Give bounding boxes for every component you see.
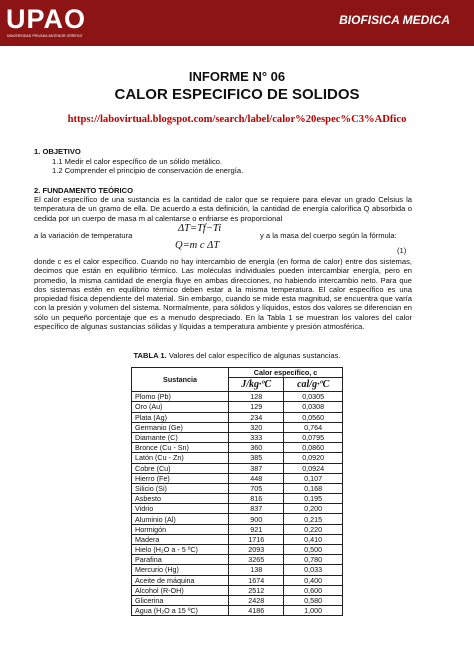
j-kg-cell: 128 bbox=[229, 392, 284, 402]
substance-cell: Hielo (H₂O a - 5 ºC) bbox=[132, 545, 229, 555]
j-kg-cell: 360 bbox=[229, 443, 284, 453]
table-row bbox=[132, 412, 343, 422]
report-title: CALOR ESPECIFICO DE SOLIDOS bbox=[114, 86, 360, 103]
j-kg-cell: 1716 bbox=[229, 534, 284, 544]
j-kg-cell: 2428 bbox=[229, 595, 284, 605]
table-row bbox=[132, 575, 343, 585]
cal-g-cell: 0,500 bbox=[284, 545, 343, 555]
cal-g-cell: 0,0924 bbox=[284, 463, 343, 473]
specific-heat-table bbox=[131, 367, 343, 616]
cal-g-cell: 0,600 bbox=[284, 585, 343, 595]
j-kg-cell: 3265 bbox=[229, 555, 284, 565]
formula-number: (1) bbox=[397, 246, 407, 255]
objective-item-1: 1.1 Medir el calor específico de un sólido metálico. bbox=[52, 157, 223, 166]
substance-cell: Asbesto bbox=[132, 494, 229, 504]
table-row bbox=[132, 565, 343, 575]
cal-g-cell: 0,580 bbox=[284, 595, 343, 605]
substance-cell: Aceite de máquina bbox=[132, 575, 229, 585]
table-caption-text: Valores del calor específico de algunas sustancias. bbox=[166, 351, 341, 360]
substance-header: Sustancia bbox=[132, 368, 229, 392]
j-kg-cell: 2512 bbox=[229, 585, 284, 595]
substance-cell: Oro (Au) bbox=[132, 402, 229, 412]
substance-cell: Madera bbox=[132, 534, 229, 544]
page-header bbox=[0, 0, 474, 46]
table-row bbox=[132, 514, 343, 524]
table-row bbox=[132, 392, 343, 402]
table-row bbox=[132, 443, 343, 453]
objective-heading: 1. OBJETIVO bbox=[34, 147, 81, 156]
cal-g-cell: 0,764 bbox=[284, 422, 343, 432]
table-caption-label: TABLA 1. bbox=[133, 351, 167, 360]
substance-cell: Alcohol (R-OH) bbox=[132, 585, 229, 595]
j-kg-cell: 234 bbox=[229, 412, 284, 422]
cal-g-cell: 0,0795 bbox=[284, 432, 343, 442]
j-kg-cell: 816 bbox=[229, 494, 284, 504]
cal-g-cell: 0,220 bbox=[284, 524, 343, 534]
j-kg-cell: 705 bbox=[229, 483, 284, 493]
unit-j-kg-header: J/kg·ºC bbox=[229, 378, 284, 392]
theory-heading: 2. FUNDAMENTO TEÓRICO bbox=[34, 186, 134, 195]
cal-g-cell: 0,0860 bbox=[284, 443, 343, 453]
substance-cell: Mercurio (Hg) bbox=[132, 565, 229, 575]
j-kg-cell: 385 bbox=[229, 453, 284, 463]
substance-cell: Silicio (Si) bbox=[132, 483, 229, 493]
substance-cell: Plomo (Pb) bbox=[132, 392, 229, 402]
logo-subtext: UNIVERSIDAD PRIVADA ANTENOR ORREGO bbox=[7, 34, 83, 38]
heat-formula: Q=m c ΔT bbox=[175, 240, 220, 251]
cal-g-cell: 0,0305 bbox=[284, 392, 343, 402]
table-row bbox=[132, 453, 343, 463]
cal-g-cell: 0,107 bbox=[284, 473, 343, 483]
table-row bbox=[132, 524, 343, 534]
j-kg-cell: 333 bbox=[229, 432, 284, 442]
substance-cell: Plata (Ag) bbox=[132, 412, 229, 422]
unit-cal-g-header: cal/g·ºC bbox=[284, 378, 343, 392]
table-row bbox=[132, 606, 343, 616]
table-body bbox=[132, 392, 343, 616]
theory-paragraph-2: donde c es el calor específico. Cuando no hay intercambio de energía (en forma de calor) entre dos sistemas, decimos que están en equilibrio térmico. Las moléculas individuales pueden intercambiar energía, pero en promedio, la misma cantidad de energía fluye en ambas direcciones, no habiendo intercambio neto. Para que dos sistemas estén en equilibrio térmico deben estar a la misma temperatura. El calor específico es una propiedad física dependiente del material. Sin embargo, cuando se mide esta magnitud, se encuentra que varía con la presión y volumen del sistema. Normalmente, para sólidos y líquidos, estos dos valores se diferencian en sólo un pequeño porcentaje que es a menudo despreciado. En la Tabla 1 se muestran los valores del calor específico de algunas sustancias sólidas y líquidas a temperatura ambiente y presión atmosférica. bbox=[34, 257, 412, 332]
table-row bbox=[132, 494, 343, 504]
substance-cell: Hierro (Fe) bbox=[132, 473, 229, 483]
cal-g-cell: 1,000 bbox=[284, 606, 343, 616]
table-row bbox=[132, 595, 343, 605]
substance-cell: Vidrio bbox=[132, 504, 229, 514]
cal-g-cell: 0,0920 bbox=[284, 453, 343, 463]
substance-cell: Bronce (Cu - Sn) bbox=[132, 443, 229, 453]
course-title: BIOFISICA MEDICA bbox=[339, 13, 450, 27]
j-kg-cell: 921 bbox=[229, 524, 284, 534]
objective-item-2: 1.2 Comprender el principio de conservación de energía. bbox=[52, 166, 244, 175]
variation-text: a la variación de temperatura bbox=[34, 231, 133, 240]
cal-g-cell: 0,400 bbox=[284, 575, 343, 585]
university-logo bbox=[6, 5, 102, 41]
substance-cell: Diamante (C) bbox=[132, 432, 229, 442]
table-row bbox=[132, 473, 343, 483]
table-row bbox=[132, 545, 343, 555]
cal-g-cell: 0,215 bbox=[284, 514, 343, 524]
j-kg-cell: 320 bbox=[229, 422, 284, 432]
substance-cell: Aluminio (Al) bbox=[132, 514, 229, 524]
table-row bbox=[132, 504, 343, 514]
table-row bbox=[132, 422, 343, 432]
cal-g-cell: 0,200 bbox=[284, 504, 343, 514]
table-row bbox=[132, 585, 343, 595]
j-kg-cell: 138 bbox=[229, 565, 284, 575]
table-row bbox=[132, 432, 343, 442]
j-kg-cell: 2093 bbox=[229, 545, 284, 555]
report-number: INFORME N° 06 bbox=[188, 69, 286, 84]
cal-g-cell: 0,410 bbox=[284, 534, 343, 544]
cal-g-cell: 0,195 bbox=[284, 494, 343, 504]
reference-link[interactable]: https://labovirtual.blogspot.com/search/label/calor%20espec%C3%ADfico bbox=[67, 114, 407, 125]
delta-t-equation: ΔT=Tf−Ti bbox=[178, 223, 222, 234]
theory-paragraph-1: El calor específico de una sustancia es la cantidad de calor que se requiere para elevar un grado Celsius la temperatura de un gramo de ella. De acuerdo a esta definición, la cantidad de energía calorífica Q absorbida o cedida por un cuerpo de masa m al calentarse o enfriarse es proporcional bbox=[34, 195, 412, 223]
j-kg-cell: 4186 bbox=[229, 606, 284, 616]
cal-g-cell: 0,168 bbox=[284, 483, 343, 493]
table-row bbox=[132, 483, 343, 493]
substance-cell: Parafina bbox=[132, 555, 229, 565]
substance-cell: Glicerina bbox=[132, 595, 229, 605]
j-kg-cell: 1674 bbox=[229, 575, 284, 585]
cal-g-cell: 0,0560 bbox=[284, 412, 343, 422]
table-row bbox=[132, 463, 343, 473]
j-kg-cell: 837 bbox=[229, 504, 284, 514]
substance-cell: Cobre (Cu) bbox=[132, 463, 229, 473]
j-kg-cell: 129 bbox=[229, 402, 284, 412]
substance-cell: Hormigón bbox=[132, 524, 229, 534]
substance-cell: Germanio (Ge) bbox=[132, 422, 229, 432]
substance-cell: Agua (H₂O a 15 ºC) bbox=[132, 606, 229, 616]
table-caption bbox=[0, 351, 474, 360]
mass-text: y a la masa del cuerpo según la fórmula: bbox=[260, 231, 397, 240]
cal-g-cell: 0,0308 bbox=[284, 402, 343, 412]
cal-g-cell: 0,033 bbox=[284, 565, 343, 575]
logo-text: UPAO bbox=[6, 4, 87, 34]
substance-cell: Latón (Cu - Zn) bbox=[132, 453, 229, 463]
j-kg-cell: 900 bbox=[229, 514, 284, 524]
cal-g-cell: 0,780 bbox=[284, 555, 343, 565]
j-kg-cell: 448 bbox=[229, 473, 284, 483]
table-row bbox=[132, 534, 343, 544]
j-kg-cell: 387 bbox=[229, 463, 284, 473]
table-row bbox=[132, 402, 343, 412]
table-row bbox=[132, 555, 343, 565]
specific-heat-header: Calor específico, c bbox=[229, 368, 343, 378]
